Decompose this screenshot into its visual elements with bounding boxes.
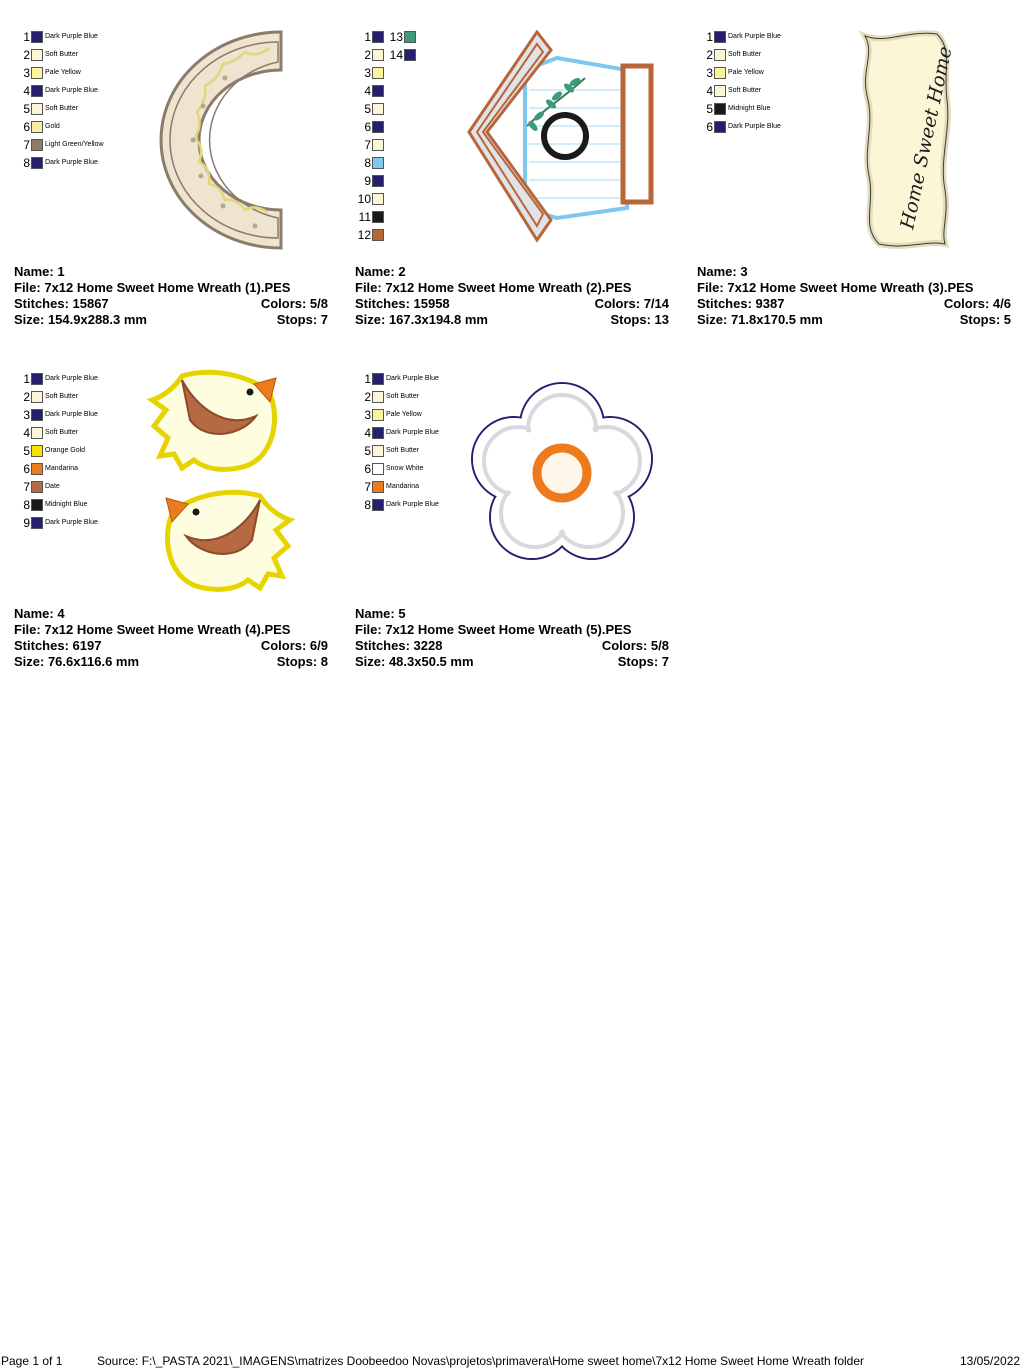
design-name: Name: 1 bbox=[14, 264, 65, 279]
thread-color-swatch bbox=[714, 31, 726, 43]
thread-color-label: Pale Yellow bbox=[386, 411, 422, 418]
thread-color-swatch bbox=[31, 103, 43, 115]
thread-color-label: Light Green/Yellow bbox=[45, 141, 104, 148]
thread-color-item bbox=[357, 442, 419, 460]
thread-color-label: Dark Purple Blue bbox=[45, 519, 98, 526]
design-stitches: Stitches: 15867 bbox=[14, 296, 109, 311]
design-info bbox=[355, 264, 669, 328]
thread-color-number: 5 bbox=[23, 444, 30, 458]
thread-color-item bbox=[16, 154, 98, 172]
thread-color-item bbox=[357, 370, 439, 388]
thread-color-number: 3 bbox=[706, 66, 713, 80]
thread-color-number: 7 bbox=[364, 480, 371, 494]
thread-color-label: Dark Purple Blue bbox=[728, 123, 781, 130]
thread-color-swatch bbox=[31, 517, 43, 529]
thread-color-swatch bbox=[31, 391, 43, 403]
design-size: Size: 76.6x116.6 mm bbox=[14, 654, 140, 669]
design-info bbox=[355, 606, 669, 670]
design-colors: Colors: 4/6 bbox=[943, 296, 1011, 311]
thread-color-number: 1 bbox=[23, 30, 30, 44]
thread-color-swatch bbox=[372, 67, 384, 79]
design-card-4 bbox=[14, 352, 334, 682]
thread-color-item bbox=[16, 478, 60, 496]
thread-color-label: Dark Purple Blue bbox=[45, 87, 98, 94]
thread-color-item bbox=[16, 64, 81, 82]
thread-color-item bbox=[16, 136, 104, 154]
thread-color-number: 10 bbox=[357, 192, 371, 206]
thread-color-number: 6 bbox=[23, 120, 30, 134]
design-stops: Stops: 8 bbox=[276, 654, 328, 669]
thread-color-swatch bbox=[372, 211, 384, 223]
thread-color-swatch bbox=[372, 103, 384, 115]
thread-color-swatch bbox=[372, 427, 384, 439]
thread-color-number: 7 bbox=[23, 138, 30, 152]
thread-color-swatch bbox=[31, 427, 43, 439]
thread-color-number: 3 bbox=[23, 408, 30, 422]
thread-color-item bbox=[357, 100, 386, 118]
thread-color-item bbox=[357, 154, 386, 172]
thread-color-number: 6 bbox=[706, 120, 713, 134]
thread-color-number: 5 bbox=[364, 102, 371, 116]
thread-color-swatch bbox=[31, 499, 43, 511]
thread-color-item bbox=[389, 28, 418, 46]
thread-color-item bbox=[16, 118, 60, 136]
thread-color-item bbox=[357, 478, 419, 496]
thread-color-label: Orange Gold bbox=[45, 447, 86, 454]
thread-color-swatch bbox=[372, 121, 384, 133]
thread-color-item bbox=[357, 388, 419, 406]
thread-color-label: Dark Purple Blue bbox=[386, 375, 439, 382]
page-number: Page 1 of 1 bbox=[1, 1354, 63, 1368]
design-info bbox=[14, 264, 328, 328]
thread-color-swatch bbox=[31, 49, 43, 61]
thread-color-number: 5 bbox=[706, 102, 713, 116]
thread-color-label: Dark Purple Blue bbox=[45, 159, 98, 166]
thread-color-number: 5 bbox=[364, 444, 371, 458]
thread-color-number: 4 bbox=[706, 84, 713, 98]
design-card-3 bbox=[697, 10, 1017, 340]
thread-color-number: 8 bbox=[364, 498, 371, 512]
thread-color-number: 6 bbox=[364, 120, 371, 134]
banner-design-image bbox=[857, 30, 957, 250]
design-name: Name: 4 bbox=[14, 606, 65, 621]
design-file: File: 7x12 Home Sweet Home Wreath (2).PES bbox=[355, 280, 632, 295]
thread-color-label: Dark Purple Blue bbox=[45, 411, 98, 418]
thread-color-label: Midnight Blue bbox=[45, 501, 88, 508]
thread-color-item bbox=[16, 28, 98, 46]
thread-color-item bbox=[357, 136, 386, 154]
design-name: Name: 5 bbox=[355, 606, 406, 621]
thread-color-swatch bbox=[31, 85, 43, 97]
thread-color-item bbox=[699, 64, 764, 82]
thread-color-number: 7 bbox=[23, 480, 30, 494]
thread-color-number: 3 bbox=[364, 66, 371, 80]
thread-color-number: 4 bbox=[23, 426, 30, 440]
thread-color-label: Dark Purple Blue bbox=[45, 33, 98, 40]
thread-color-swatch bbox=[31, 139, 43, 151]
design-file: File: 7x12 Home Sweet Home Wreath (4).PES bbox=[14, 622, 291, 637]
thread-color-item bbox=[699, 82, 761, 100]
design-info bbox=[697, 264, 1011, 328]
design-info bbox=[14, 606, 328, 670]
thread-color-swatch bbox=[404, 49, 416, 61]
thread-color-swatch bbox=[372, 31, 384, 43]
thread-color-item bbox=[699, 100, 770, 118]
design-size: Size: 167.3x194.8 mm bbox=[355, 312, 488, 327]
thread-color-item bbox=[16, 496, 87, 514]
design-stops: Stops: 7 bbox=[276, 312, 328, 327]
thread-color-swatch bbox=[31, 409, 43, 421]
thread-color-label: Date bbox=[45, 483, 60, 490]
thread-color-number: 7 bbox=[364, 138, 371, 152]
thread-color-number: 2 bbox=[364, 48, 371, 62]
thread-color-item bbox=[699, 118, 781, 136]
thread-color-number: 13 bbox=[389, 30, 403, 44]
thread-color-swatch bbox=[31, 157, 43, 169]
thread-color-label: Midnight Blue bbox=[728, 105, 771, 112]
thread-color-item bbox=[16, 442, 85, 460]
thread-color-swatch bbox=[372, 409, 384, 421]
thread-color-swatch bbox=[372, 481, 384, 493]
thread-color-swatch bbox=[372, 49, 384, 61]
crescent-design-image bbox=[159, 30, 299, 250]
thread-color-item bbox=[16, 406, 98, 424]
design-stops: Stops: 7 bbox=[617, 654, 669, 669]
thread-color-item bbox=[16, 460, 78, 478]
thread-color-label: Snow White bbox=[386, 465, 424, 472]
thread-color-swatch bbox=[372, 391, 384, 403]
thread-color-number: 1 bbox=[364, 30, 371, 44]
thread-color-number: 4 bbox=[364, 84, 371, 98]
design-card-1 bbox=[14, 10, 334, 340]
thread-color-label: Pale Yellow bbox=[728, 69, 764, 76]
thread-color-item bbox=[357, 406, 422, 424]
thread-color-swatch bbox=[372, 193, 384, 205]
thread-color-swatch bbox=[714, 67, 726, 79]
thread-color-swatch bbox=[714, 121, 726, 133]
thread-color-item bbox=[699, 46, 761, 64]
thread-color-item bbox=[357, 28, 386, 46]
thread-color-item bbox=[699, 28, 781, 46]
thread-color-swatch bbox=[31, 121, 43, 133]
design-card-2 bbox=[355, 10, 675, 340]
thread-color-item bbox=[357, 460, 423, 478]
thread-color-number: 3 bbox=[23, 66, 30, 80]
thread-color-label: Mandarina bbox=[45, 465, 79, 472]
design-stitches: Stitches: 15958 bbox=[355, 296, 450, 311]
design-size: Size: 71.8x170.5 mm bbox=[697, 312, 823, 327]
design-card-5 bbox=[355, 352, 675, 682]
design-stitches: Stitches: 3228 bbox=[355, 638, 443, 653]
thread-color-number: 14 bbox=[389, 48, 403, 62]
thread-color-number: 4 bbox=[23, 84, 30, 98]
design-size: Size: 154.9x288.3 mm bbox=[14, 312, 147, 327]
thread-color-label: Mandarina bbox=[386, 483, 420, 490]
design-stops: Stops: 13 bbox=[610, 312, 669, 327]
thread-color-number: 12 bbox=[357, 228, 371, 242]
design-stitches: Stitches: 9387 bbox=[697, 296, 785, 311]
thread-color-swatch bbox=[372, 229, 384, 241]
design-name: Name: 3 bbox=[697, 264, 748, 279]
thread-color-number: 2 bbox=[364, 390, 371, 404]
thread-color-label: Soft Butter bbox=[386, 447, 420, 454]
thread-color-swatch bbox=[31, 445, 43, 457]
thread-color-label: Dark Purple Blue bbox=[386, 429, 439, 436]
thread-color-number: 4 bbox=[364, 426, 371, 440]
thread-color-number: 2 bbox=[706, 48, 713, 62]
thread-color-swatch bbox=[714, 49, 726, 61]
thread-color-swatch bbox=[372, 463, 384, 475]
design-colors: Colors: 5/8 bbox=[260, 296, 328, 311]
birds-design-image bbox=[146, 366, 296, 592]
banner-text: Home Sweet Home bbox=[896, 44, 957, 232]
thread-color-item bbox=[357, 226, 386, 244]
thread-color-label: Soft Butter bbox=[386, 393, 420, 400]
print-date: 13/05/2022 bbox=[960, 1354, 1021, 1368]
thread-color-number: 2 bbox=[23, 48, 30, 62]
thread-color-label: Soft Butter bbox=[45, 393, 79, 400]
design-stops: Stops: 5 bbox=[959, 312, 1011, 327]
thread-color-number: 9 bbox=[364, 174, 371, 188]
thread-color-swatch bbox=[31, 373, 43, 385]
thread-color-label: Dark Purple Blue bbox=[45, 375, 98, 382]
thread-color-swatch bbox=[372, 499, 384, 511]
thread-color-swatch bbox=[31, 31, 43, 43]
thread-color-label: Soft Butter bbox=[728, 51, 762, 58]
thread-color-number: 1 bbox=[23, 372, 30, 386]
thread-color-number: 1 bbox=[364, 372, 371, 386]
thread-color-swatch bbox=[31, 67, 43, 79]
thread-color-number: 11 bbox=[358, 210, 371, 224]
design-file: File: 7x12 Home Sweet Home Wreath (5).PES bbox=[355, 622, 632, 637]
design-name: Name: 2 bbox=[355, 264, 406, 279]
thread-color-number: 5 bbox=[23, 102, 30, 116]
thread-color-number: 3 bbox=[364, 408, 371, 422]
thread-color-item bbox=[16, 388, 78, 406]
thread-color-swatch bbox=[372, 139, 384, 151]
thread-color-label: Gold bbox=[45, 123, 60, 130]
thread-color-swatch bbox=[714, 103, 726, 115]
flower-design-image bbox=[469, 382, 655, 568]
thread-color-item bbox=[357, 46, 386, 64]
thread-color-label: Soft Butter bbox=[45, 51, 79, 58]
thread-color-swatch bbox=[372, 445, 384, 457]
thread-color-item bbox=[16, 424, 78, 442]
thread-color-swatch bbox=[31, 463, 43, 475]
thread-color-item bbox=[357, 82, 386, 100]
design-colors: Colors: 6/9 bbox=[260, 638, 328, 653]
source-path: Source: F:\_PASTA 2021\_IMAGENS\matrizes Doobeedoo Novas\projetos\primavera\Home sweet home\7x12 Home Sweet Home Wreath folder bbox=[97, 1354, 865, 1368]
thread-color-label: Soft Butter bbox=[728, 87, 762, 94]
thread-color-label: Dark Purple Blue bbox=[386, 501, 439, 508]
design-file: File: 7x12 Home Sweet Home Wreath (1).PES bbox=[14, 280, 291, 295]
design-stitches: Stitches: 6197 bbox=[14, 638, 102, 653]
thread-color-item bbox=[357, 190, 386, 208]
thread-color-label: Dark Purple Blue bbox=[728, 33, 781, 40]
thread-color-swatch bbox=[31, 481, 43, 493]
thread-color-number: 8 bbox=[23, 498, 30, 512]
design-colors: Colors: 7/14 bbox=[594, 296, 669, 311]
thread-color-label: Pale Yellow bbox=[45, 69, 81, 76]
thread-color-number: 8 bbox=[364, 156, 371, 170]
thread-color-item bbox=[357, 208, 386, 226]
thread-color-number: 9 bbox=[23, 516, 30, 530]
thread-color-item bbox=[16, 46, 78, 64]
design-file: File: 7x12 Home Sweet Home Wreath (3).PES bbox=[697, 280, 974, 295]
thread-color-number: 8 bbox=[23, 156, 30, 170]
thread-color-item bbox=[357, 496, 439, 514]
design-size: Size: 48.3x50.5 mm bbox=[355, 654, 474, 669]
design-colors: Colors: 5/8 bbox=[601, 638, 669, 653]
thread-color-number: 6 bbox=[364, 462, 371, 476]
thread-color-item bbox=[16, 514, 98, 532]
thread-color-swatch bbox=[372, 175, 384, 187]
thread-color-item bbox=[357, 118, 386, 136]
thread-color-item bbox=[357, 424, 439, 442]
thread-color-number: 6 bbox=[23, 462, 30, 476]
thread-color-item bbox=[357, 64, 386, 82]
thread-color-item bbox=[16, 100, 78, 118]
thread-color-label: Soft Butter bbox=[45, 429, 79, 436]
thread-color-swatch bbox=[714, 85, 726, 97]
birdhouse-design-image bbox=[467, 30, 661, 250]
thread-color-label: Soft Butter bbox=[45, 105, 79, 112]
thread-color-item bbox=[389, 46, 418, 64]
thread-color-number: 1 bbox=[706, 30, 713, 44]
thread-color-swatch bbox=[404, 31, 416, 43]
thread-color-item bbox=[16, 82, 98, 100]
thread-color-swatch bbox=[372, 373, 384, 385]
thread-color-item bbox=[357, 172, 386, 190]
thread-color-number: 2 bbox=[23, 390, 30, 404]
thread-color-swatch bbox=[372, 85, 384, 97]
thread-color-swatch bbox=[372, 157, 384, 169]
thread-color-item bbox=[16, 370, 98, 388]
